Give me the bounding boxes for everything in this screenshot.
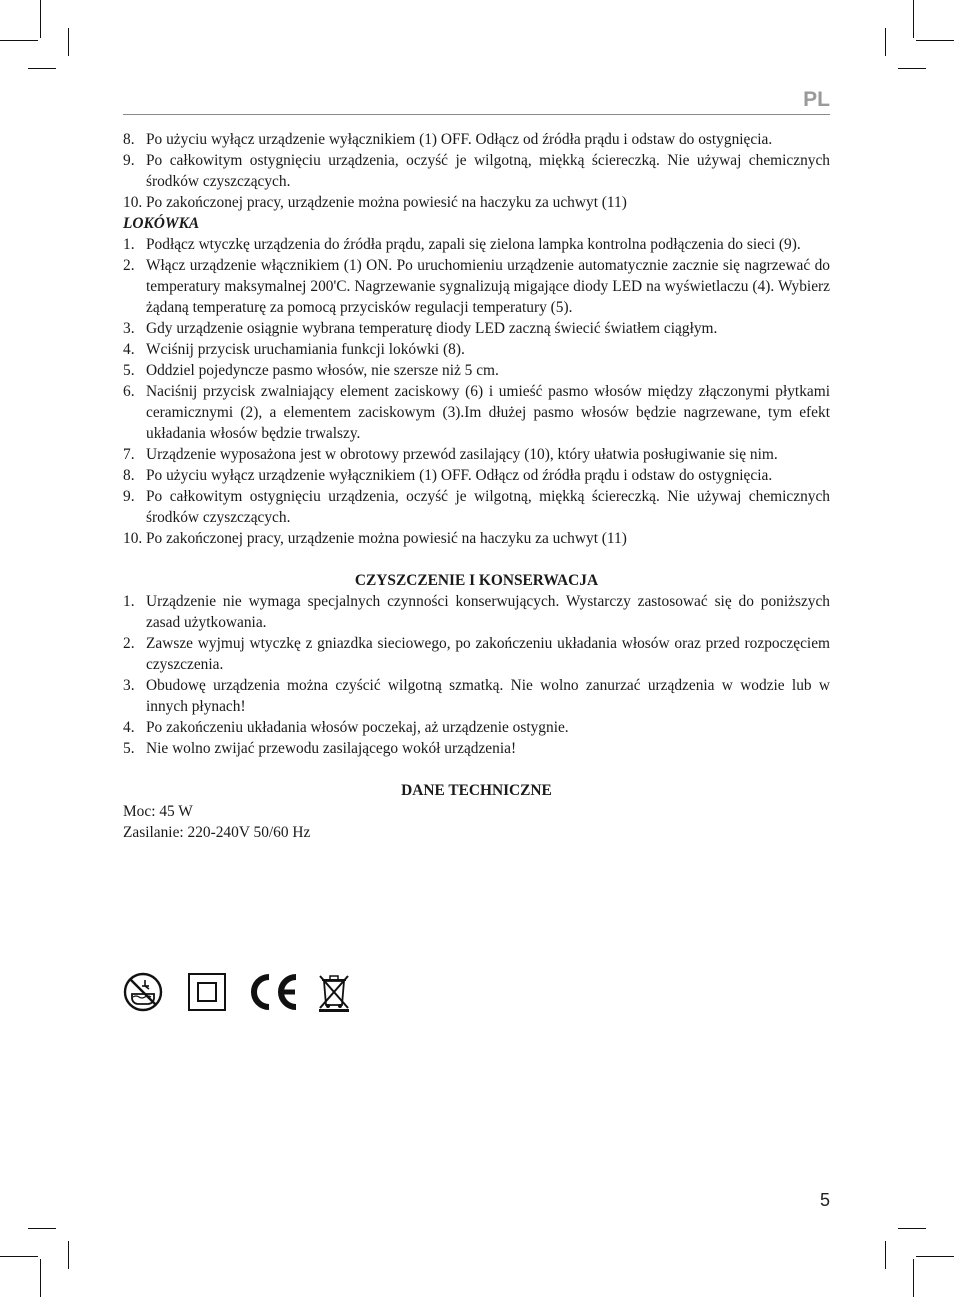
list-item [123, 381, 830, 444]
list-item-number: 8. [123, 467, 135, 484]
list-item-number: 4. [123, 341, 135, 358]
list-item-text: Po całkowitym ostygnięciu urządzenia, oczyść je wilgotną, miękką ściereczką. Nie używaj chemicznych środków czyszczących. [146, 488, 830, 526]
continued-list [123, 129, 830, 213]
double-insulation-icon [187, 972, 227, 1012]
list-item-number: 9. [123, 152, 135, 169]
crop-mark [68, 1241, 69, 1269]
list-item-text: Po zakończeniu układania włosów poczekaj, aż urządzenie ostygnie. [146, 719, 569, 736]
list-item-text: Obudowę urządzenia można czyścić wilgotną szmatką. Nie wolno zanurzać urządzenia w wodzie lub w innych płynach! [146, 677, 830, 715]
crop-mark [68, 28, 69, 56]
list-item [123, 360, 830, 381]
list-item-number: 1. [123, 593, 135, 610]
header-rule [123, 114, 830, 115]
list-item-number: 6. [123, 383, 135, 400]
list-item-text: Zawsze wyjmuj wtyczkę z gniazdka sieciowego, po zakończeniu układania włosów oraz przed rozpoczęciem czyszczenia. [146, 635, 830, 673]
list-item-number: 9. [123, 488, 135, 505]
manual-content [123, 129, 830, 843]
list-item [123, 528, 830, 549]
list-item [123, 339, 830, 360]
list-item-number: 2. [123, 635, 135, 652]
list-item-number: 4. [123, 719, 135, 736]
list-item-text: Po użyciu wyłącz urządzenie wyłącznikiem (1) OFF. Odłącz od źródła prądu i odstaw do ostygnięcia. [146, 467, 773, 484]
tech-supply: Zasilanie: 220-240V 50/60 Hz [123, 824, 311, 841]
list-item [123, 675, 830, 717]
list-item [123, 591, 830, 633]
list-item [123, 465, 830, 486]
list-item-number: 5. [123, 740, 135, 757]
list-item [123, 486, 830, 528]
list-item-number: 3. [123, 677, 135, 694]
list-item [123, 192, 830, 213]
list-item-text: Naciśnij przycisk zwalniający element zaciskowy (6) i umieść pasmo włosów między złączonymi płytkami ceramicznymi (2), a elementem zaciskowym (3).Im dłużej pasmo włosów będzie nagrzewane, tym efekt układania włosów będzie trwalszy. [146, 383, 830, 442]
list-item [123, 633, 830, 675]
list-item-text: Oddziel pojedyncze pasmo włosów, nie szersze niż 5 cm. [146, 362, 499, 379]
list-item-number: 2. [123, 257, 135, 274]
lokowka-list [123, 234, 830, 549]
list-item-text: Po zakończonej pracy, urządzenie można powiesić na haczyku za uchwyt (11) [146, 194, 627, 211]
section-title-tech: DANE TECHNICZNE [401, 782, 552, 799]
list-item-number: 7. [123, 446, 135, 463]
list-item-number: 10. [123, 194, 143, 211]
list-item-text: Po zakończonej pracy, urządzenie można powiesić na haczyku za uchwyt (11) [146, 530, 627, 547]
list-item-number: 8. [123, 131, 135, 148]
list-item-text: Po użyciu wyłącz urządzenie wyłącznikiem (1) OFF. Odłącz od źródła prądu i odstaw do ostygnięcia. [146, 131, 773, 148]
list-item [123, 150, 830, 192]
section-title-cleaning: CZYSZCZENIE I KONSERWACJA [354, 572, 599, 589]
page-number: 5 [819, 1190, 830, 1210]
list-item [123, 129, 830, 150]
list-item-number: 1. [123, 236, 135, 253]
cleaning-list [123, 591, 830, 759]
crop-mark [0, 1256, 38, 1257]
crop-mark [913, 1259, 914, 1297]
list-item-text: Podłącz wtyczkę urządzenia do źródła prądu, zapali się zielona lampka kontrolna podłączenia do sieci (9). [146, 236, 801, 253]
list-item-text: Gdy urządzenie osiągnie wybrana temperaturę diody LED zaczną świecić światłem ciągłym. [146, 320, 718, 337]
crop-mark [885, 1241, 886, 1269]
list-item [123, 318, 830, 339]
list-item-number: 3. [123, 320, 135, 337]
no-bath-icon [123, 972, 165, 1012]
list-item [123, 234, 830, 255]
list-item-text: Urządzenie nie wymaga specjalnych czynności konserwujących. Wystarczy zastosować się do poniższych zasad użytkowania. [146, 593, 830, 631]
list-item-text: Po całkowitym ostygnięciu urządzenia, oczyść je wilgotną, miękką ściereczką. Nie używaj chemicznych środków czyszczących. [146, 152, 830, 190]
list-item [123, 717, 830, 738]
list-item-text: Wciśnij przycisk uruchamiania funkcji lokówki (8). [146, 341, 465, 358]
tech-power: Moc: 45 W [123, 803, 193, 820]
crop-mark [916, 1256, 954, 1257]
list-item [123, 444, 830, 465]
list-item-text: Urządzenie wyposażona jest w obrotowy przewód zasilający (10), który ułatwia posługiwanie się nim. [146, 446, 778, 463]
crop-mark [40, 1259, 41, 1297]
crop-mark [40, 0, 41, 38]
crop-mark [898, 68, 926, 69]
crop-mark [28, 68, 56, 69]
list-item-number: 5. [123, 362, 135, 379]
list-item [123, 255, 830, 318]
ce-mark-icon [245, 972, 301, 1012]
language-label: PL [803, 88, 830, 111]
crop-mark [0, 40, 38, 41]
section-title-lokowka: LOKÓWKA [123, 215, 200, 232]
crop-mark [913, 0, 914, 38]
safety-symbols [123, 972, 351, 1012]
weee-bin-icon [317, 972, 351, 1012]
list-item-text: Włącz urządzenie włącznikiem (1) ON. Po uruchomieniu urządzenie automatycznie zacznie się nagrzewać do temperatury maksymalnej 200'C. Nagrzewanie sygnalizują migające diody LED na wyświetlaczu (4). Wybierz żądaną temperaturę za pomocą przycisków regulacji temperatury (5). [146, 257, 830, 316]
crop-mark [28, 1228, 56, 1229]
crop-mark [916, 40, 954, 41]
list-item-text: Nie wolno zwijać przewodu zasilającego wokół urządzenia! [146, 740, 517, 757]
list-item [123, 738, 830, 759]
crop-mark [885, 28, 886, 56]
list-item-number: 10. [123, 530, 143, 547]
crop-mark [898, 1228, 926, 1229]
